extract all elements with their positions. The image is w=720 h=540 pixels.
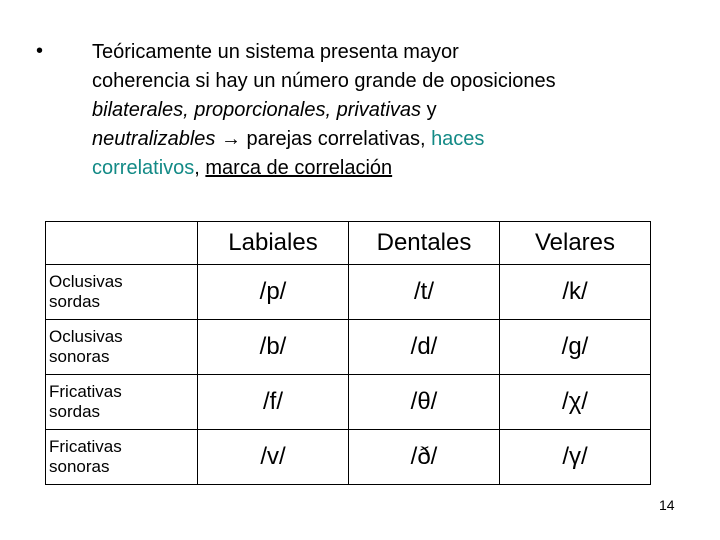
table-row <box>46 265 651 320</box>
column-header-labiales: Labiales <box>198 222 349 265</box>
bullet-paragraph <box>92 38 682 183</box>
phoneme-cell: /p/ <box>198 265 349 320</box>
phoneme-table <box>45 221 651 485</box>
paragraph-line-1 <box>92 38 682 67</box>
empty-corner-cell <box>46 222 198 265</box>
text-run: , <box>194 157 206 179</box>
table-header-row <box>46 222 651 265</box>
paragraph-line-2 <box>92 67 682 96</box>
table-row <box>46 430 651 485</box>
table-row <box>46 320 651 375</box>
phoneme-cell: /ð/ <box>349 430 500 485</box>
table-row <box>46 375 651 430</box>
row-label <box>46 320 198 375</box>
underlined-text-run: marca de correlación <box>205 157 393 179</box>
text-run: → parejas correlativas, <box>215 128 432 150</box>
phoneme-cell: /f/ <box>198 375 349 430</box>
teal-text-run: haces <box>431 128 485 150</box>
paragraph-line-4 <box>92 125 682 154</box>
text-run: y <box>421 99 437 121</box>
row-label-line: sonoras <box>49 457 110 476</box>
row-label-line: Fricativas <box>49 382 122 401</box>
text-run: coherencia si hay un número grande de oposiciones <box>92 70 556 92</box>
phoneme-cell: /g/ <box>500 320 651 375</box>
column-header-velares: Velares <box>500 222 651 265</box>
row-label-line: sordas <box>49 402 101 421</box>
italic-text-run: neutralizables <box>92 128 216 150</box>
row-label-line: sonoras <box>49 347 110 366</box>
row-label <box>46 265 198 320</box>
row-label-line: sordas <box>49 292 101 311</box>
row-label-line: Oclusivas <box>49 272 123 291</box>
phoneme-cell: /γ/ <box>500 430 651 485</box>
row-label-line: Fricativas <box>49 437 122 456</box>
bullet-marker: • <box>36 40 44 62</box>
phoneme-cell: /k/ <box>500 265 651 320</box>
phoneme-cell: /χ/ <box>500 375 651 430</box>
row-label-line: Oclusivas <box>49 327 123 346</box>
phoneme-cell: /v/ <box>198 430 349 485</box>
paragraph-line-3 <box>92 96 682 125</box>
italic-text-run: bilaterales, proporcionales, privativas <box>92 99 422 121</box>
row-label <box>46 375 198 430</box>
teal-text-run: correlativos <box>92 157 195 179</box>
page-number: 14 <box>659 497 675 513</box>
text-run: Teóricamente un sistema presenta mayor <box>92 41 459 63</box>
row-label <box>46 430 198 485</box>
column-header-dentales: Dentales <box>349 222 500 265</box>
phoneme-cell: /b/ <box>198 320 349 375</box>
phoneme-cell: /θ/ <box>349 375 500 430</box>
phoneme-cell: /d/ <box>349 320 500 375</box>
phoneme-cell: /t/ <box>349 265 500 320</box>
paragraph-line-5 <box>92 154 682 183</box>
